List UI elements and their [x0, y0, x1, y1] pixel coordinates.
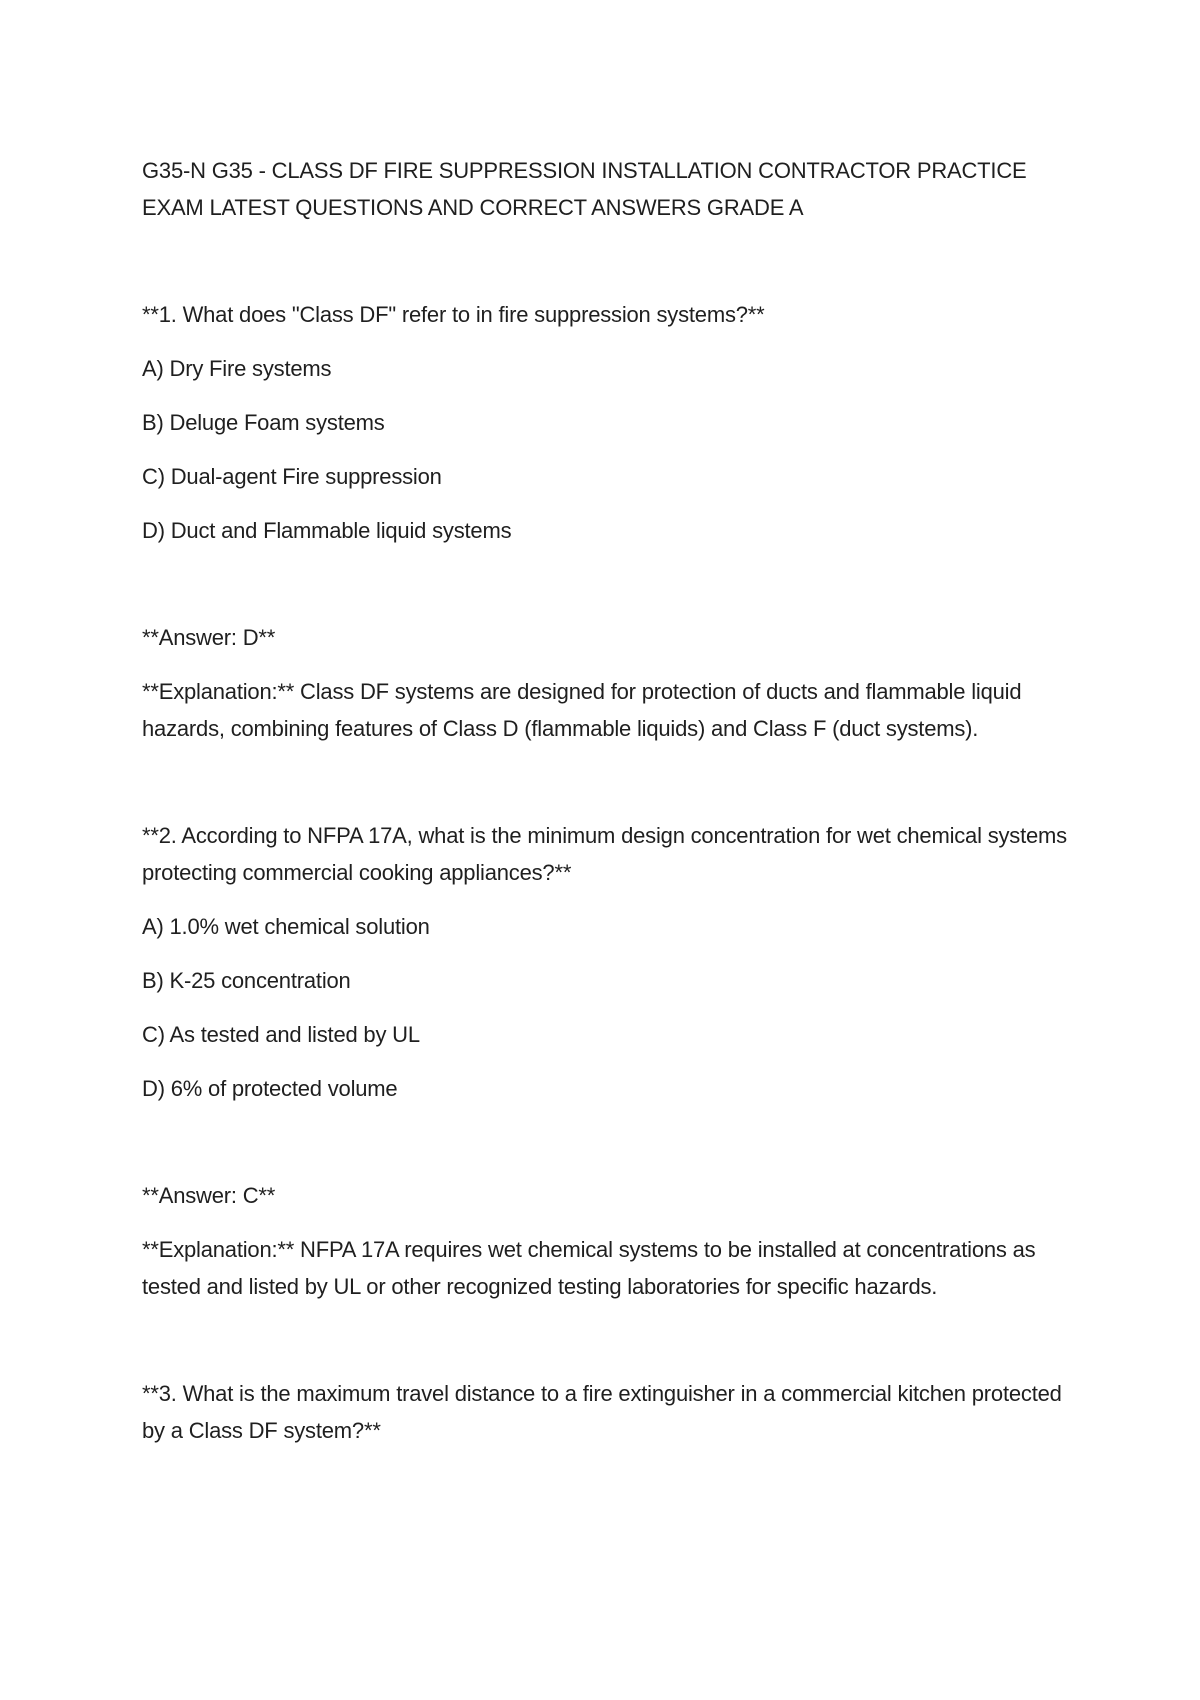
- question-1: **1. What does "Class DF" refer to in fire suppression systems?**: [142, 302, 765, 327]
- question-1-option-d: D) Duct and Flammable liquid systems: [142, 518, 512, 543]
- question-1-option-c: C) Dual-agent Fire suppression: [142, 464, 442, 489]
- question-2-explanation: **Explanation:** NFPA 17A requires wet chemical systems to be installed at concentrations as tested and listed by UL or other recognized testing laboratories for specific hazards.: [142, 1237, 1036, 1299]
- question-2-option-c: C) As tested and listed by UL: [142, 1022, 420, 1047]
- question-2-answer: **Answer: C**: [142, 1183, 276, 1208]
- question-2: **2. According to NFPA 17A, what is the minimum design concentration for wet chemical systems protecting commercial cooking appliances?**: [142, 823, 1067, 885]
- question-2-option-d: D) 6% of protected volume: [142, 1076, 398, 1101]
- question-1-option-b: B) Deluge Foam systems: [142, 410, 385, 435]
- question-2-option-a: A) 1.0% wet chemical solution: [142, 914, 430, 939]
- document-title: G35-N G35 - CLASS DF FIRE SUPPRESSION INSTALLATION CONTRACTOR PRACTICE EXAM LATEST QUESTIONS AND CORRECT ANSWERS GRADE A: [142, 158, 1027, 220]
- document-body: [142, 152, 1072, 1466]
- question-1-option-a: A) Dry Fire systems: [142, 356, 332, 381]
- question-3: **3. What is the maximum travel distance to a fire extinguisher in a commercial kitchen protected by a Class DF system?**: [142, 1381, 1062, 1443]
- question-1-answer: **Answer: D**: [142, 625, 276, 650]
- question-2-option-b: B) K-25 concentration: [142, 968, 351, 993]
- question-1-explanation: **Explanation:** Class DF systems are designed for protection of ducts and flammable liquid hazards, combining features of Class D (flammable liquids) and Class F (duct systems).: [142, 679, 1022, 741]
